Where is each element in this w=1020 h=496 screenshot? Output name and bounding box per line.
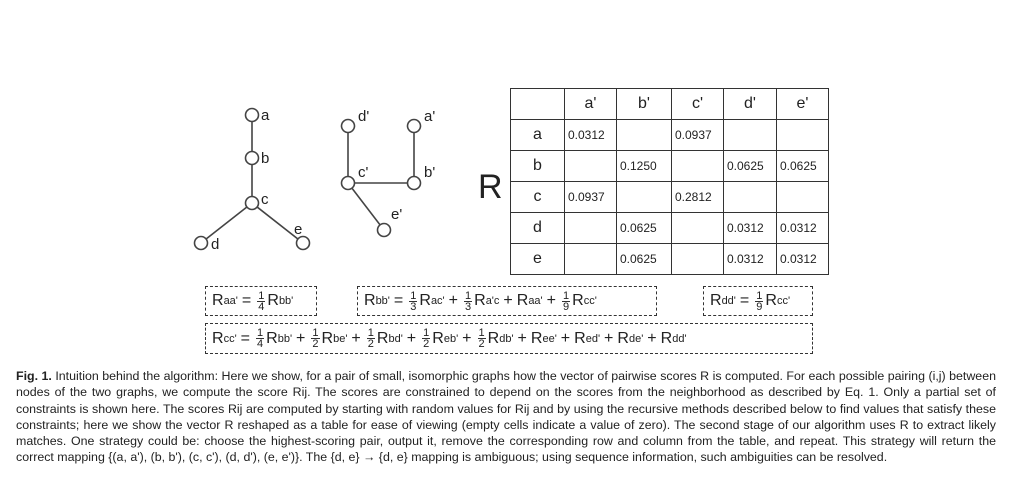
eq-num: 1	[756, 289, 763, 302]
matrix-cell: 0.0937	[565, 182, 617, 213]
matrix-label: R	[478, 168, 503, 206]
col-header: e'	[777, 89, 829, 120]
eq-den: 2	[367, 338, 374, 350]
matrix-cell	[565, 244, 617, 275]
eq-sub: cc'	[583, 295, 597, 307]
eq-sub: dd'	[721, 295, 736, 307]
matrix-cell	[617, 120, 672, 151]
eq-fraction	[562, 291, 570, 312]
eq-term: R	[530, 329, 543, 347]
eq-sub: db'	[499, 332, 514, 345]
eq-fraction	[257, 291, 265, 312]
eq-operator: +	[604, 329, 614, 347]
eq-sub: bb'	[375, 295, 390, 307]
row-header: c	[511, 182, 565, 213]
eq-num: 1	[465, 289, 472, 302]
node-c-label: c	[261, 191, 269, 208]
col-header: c'	[672, 89, 724, 120]
node-d	[195, 237, 208, 250]
eq-operator: =	[240, 329, 251, 347]
eq-sub: bb'	[278, 295, 294, 307]
eq-sub: cc'	[776, 295, 791, 307]
node-c-prime-label: c'	[358, 164, 369, 181]
matrix-cell	[565, 213, 617, 244]
node-e-prime	[378, 224, 391, 237]
eq-operator: +	[503, 292, 513, 309]
matrix-cell	[672, 151, 724, 182]
equation-rbb	[357, 286, 657, 316]
eq-den: 4	[257, 338, 264, 350]
row-header: d	[511, 213, 565, 244]
eq-sub: ac'	[430, 295, 445, 307]
eq-operator: +	[351, 329, 361, 347]
matrix-cell	[672, 244, 724, 275]
eq-term: R	[364, 292, 376, 309]
node-b-prime-label: b'	[424, 164, 436, 181]
matrix-row	[511, 151, 829, 182]
eq-num: 1	[258, 289, 265, 302]
eq-num: 1	[367, 327, 374, 339]
eq-sub: ed'	[585, 332, 601, 345]
eq-operator: +	[517, 329, 527, 347]
eq-sub: eb'	[443, 332, 459, 345]
score-matrix	[510, 88, 829, 275]
eq-operator: =	[241, 292, 252, 309]
node-a	[246, 109, 259, 122]
caption-text: Intuition behind the algorithm: Here we show, for a pair of small, isomorphic graphs how the vector of pairwise scores R is computed. For each possible pairing (i,j) between nodes of the two graphs, we compute the score Rij. The scores are constrained to depend on the scores from the neighborhood as described by Eq. 1. Only a partial set of constraints is shown here. The scores Rij are computed by starting with random values for Rij and by using the recursive methods described below to find values that satisfy these constraints; here we show the vector R reshaped as a table for ease of viewing (empty cells indicate a value of zero). The second stage of our algorithm uses R to extract likely matches. One strategy could be: choose the highest-scoring pair, output it, remove the corresponding row and column from the table, and repeat. This strategy will return the correct mapping {(a, a'), (b, b'), (c, c'), (d, d'), (e, e')}. The {d, e} → {d, e} mapping is ambiguous; using sequence information, such ambiguities can be resolved.	[16, 369, 996, 465]
node-e	[297, 237, 310, 250]
eq-fraction	[422, 328, 430, 349]
node-d-label: d	[211, 236, 220, 253]
eq-sub: bd'	[388, 332, 403, 345]
equation-raa	[205, 286, 317, 316]
matrix-cell: 0.0312	[724, 244, 777, 275]
eq-term: R	[516, 292, 529, 309]
eq-operator: +	[296, 329, 306, 347]
eq-fraction	[464, 291, 472, 312]
node-d-prime	[342, 120, 355, 133]
graphs-figure	[0, 0, 503, 290]
eq-den: 4	[258, 300, 265, 313]
eq-num: 1	[423, 327, 430, 339]
matrix-cell: 0.0312	[777, 213, 829, 244]
eq-term: R	[574, 329, 586, 347]
matrix-row	[511, 120, 829, 151]
eq-num: 1	[563, 289, 570, 302]
matrix-cell: 0.0312	[565, 120, 617, 151]
eq-fraction	[409, 291, 417, 312]
eq-den: 3	[410, 300, 417, 313]
node-d-prime-label: d'	[358, 108, 370, 125]
col-header: b'	[617, 89, 672, 120]
node-c-prime	[342, 177, 355, 190]
eq-term: R	[212, 292, 224, 309]
eq-operator: =	[393, 292, 404, 309]
eq-num: 1	[257, 327, 264, 339]
eq-sub: ee'	[542, 332, 557, 345]
matrix-cell	[777, 182, 829, 213]
eq-term: R	[765, 292, 777, 309]
matrix-cell: 0.0312	[724, 213, 777, 244]
matrix-cell	[777, 120, 829, 151]
eq-term: R	[617, 329, 629, 347]
eq-sub: be'	[333, 332, 348, 345]
eq-term: R	[572, 292, 584, 309]
matrix-cell	[617, 182, 672, 213]
eq-operator: +	[560, 329, 571, 347]
eq-den: 3	[465, 300, 472, 313]
matrix-cell: 0.0312	[777, 244, 829, 275]
eq-num: 1	[410, 289, 417, 302]
caption-label: Fig. 1.	[16, 369, 52, 383]
eq-den: 9	[563, 300, 570, 313]
eq-operator: +	[647, 329, 657, 347]
eq-operator: +	[406, 329, 417, 347]
matrix-row	[511, 182, 829, 213]
graph2-nodes	[342, 120, 421, 237]
node-b-prime	[408, 177, 421, 190]
eq-term: R	[432, 329, 444, 347]
figure-caption	[16, 368, 996, 466]
eq-num: 1	[478, 327, 485, 339]
eq-fraction	[256, 328, 264, 349]
eq-term: R	[419, 292, 431, 309]
eq-term: R	[321, 329, 334, 347]
eq-sub: bb'	[277, 332, 293, 345]
matrix-header-row	[511, 89, 829, 120]
eq-sub: a'c	[485, 295, 500, 307]
matrix-row	[511, 213, 829, 244]
matrix-cell	[724, 120, 777, 151]
eq-term: R	[474, 292, 486, 309]
row-header: a	[511, 120, 565, 151]
row-header: e	[511, 244, 565, 275]
matrix-corner	[511, 89, 565, 120]
eq-term: R	[376, 329, 389, 347]
eq-fraction	[311, 328, 319, 349]
node-a-label: a	[261, 107, 270, 124]
eq-term: R	[267, 292, 279, 309]
matrix-cell: 0.0625	[617, 244, 672, 275]
node-b	[246, 152, 259, 165]
graph1-edges	[201, 115, 303, 243]
eq-fraction	[367, 328, 375, 349]
matrix-cell: 0.1250	[617, 151, 672, 182]
node-c	[246, 197, 259, 210]
eq-sub: cc'	[223, 332, 237, 345]
eq-den: 2	[478, 338, 485, 350]
col-header: d'	[724, 89, 777, 120]
eq-operator: +	[462, 329, 472, 347]
eq-operator: +	[546, 292, 556, 309]
eq-term: R	[487, 329, 500, 347]
eq-term: R	[660, 329, 673, 347]
matrix-cell	[672, 213, 724, 244]
eq-term: R	[710, 292, 722, 309]
eq-term: R	[212, 329, 224, 347]
eq-fraction	[478, 328, 486, 349]
matrix-cell: 0.0625	[617, 213, 672, 244]
matrix-cell: 0.0937	[672, 120, 724, 151]
matrix-cell	[565, 151, 617, 182]
equation-rdd	[703, 286, 813, 316]
matrix-cell: 0.0625	[724, 151, 777, 182]
matrix-cell: 0.2812	[672, 182, 724, 213]
col-header: a'	[565, 89, 617, 120]
matrix-cell: 0.0625	[777, 151, 829, 182]
node-e-prime-label: e'	[391, 206, 403, 223]
matrix-row	[511, 244, 829, 275]
eq-sub: dd'	[672, 332, 687, 345]
eq-operator: =	[739, 292, 750, 309]
node-a-prime-label: a'	[424, 108, 436, 125]
matrix-cell	[724, 182, 777, 213]
eq-sub: de'	[628, 332, 644, 345]
eq-den: 2	[312, 338, 319, 350]
row-header: b	[511, 151, 565, 182]
eq-term: R	[266, 329, 278, 347]
equation-rcc	[205, 323, 813, 354]
node-a-prime	[408, 120, 421, 133]
eq-operator: +	[448, 292, 458, 309]
eq-num: 1	[312, 327, 319, 339]
eq-den: 2	[423, 338, 430, 350]
node-b-label: b	[261, 150, 270, 167]
eq-sub: aa'	[223, 295, 238, 307]
eq-fraction	[755, 291, 763, 312]
eq-den: 9	[756, 300, 763, 313]
node-e-label: e	[294, 221, 303, 238]
eq-sub: aa'	[528, 295, 543, 307]
